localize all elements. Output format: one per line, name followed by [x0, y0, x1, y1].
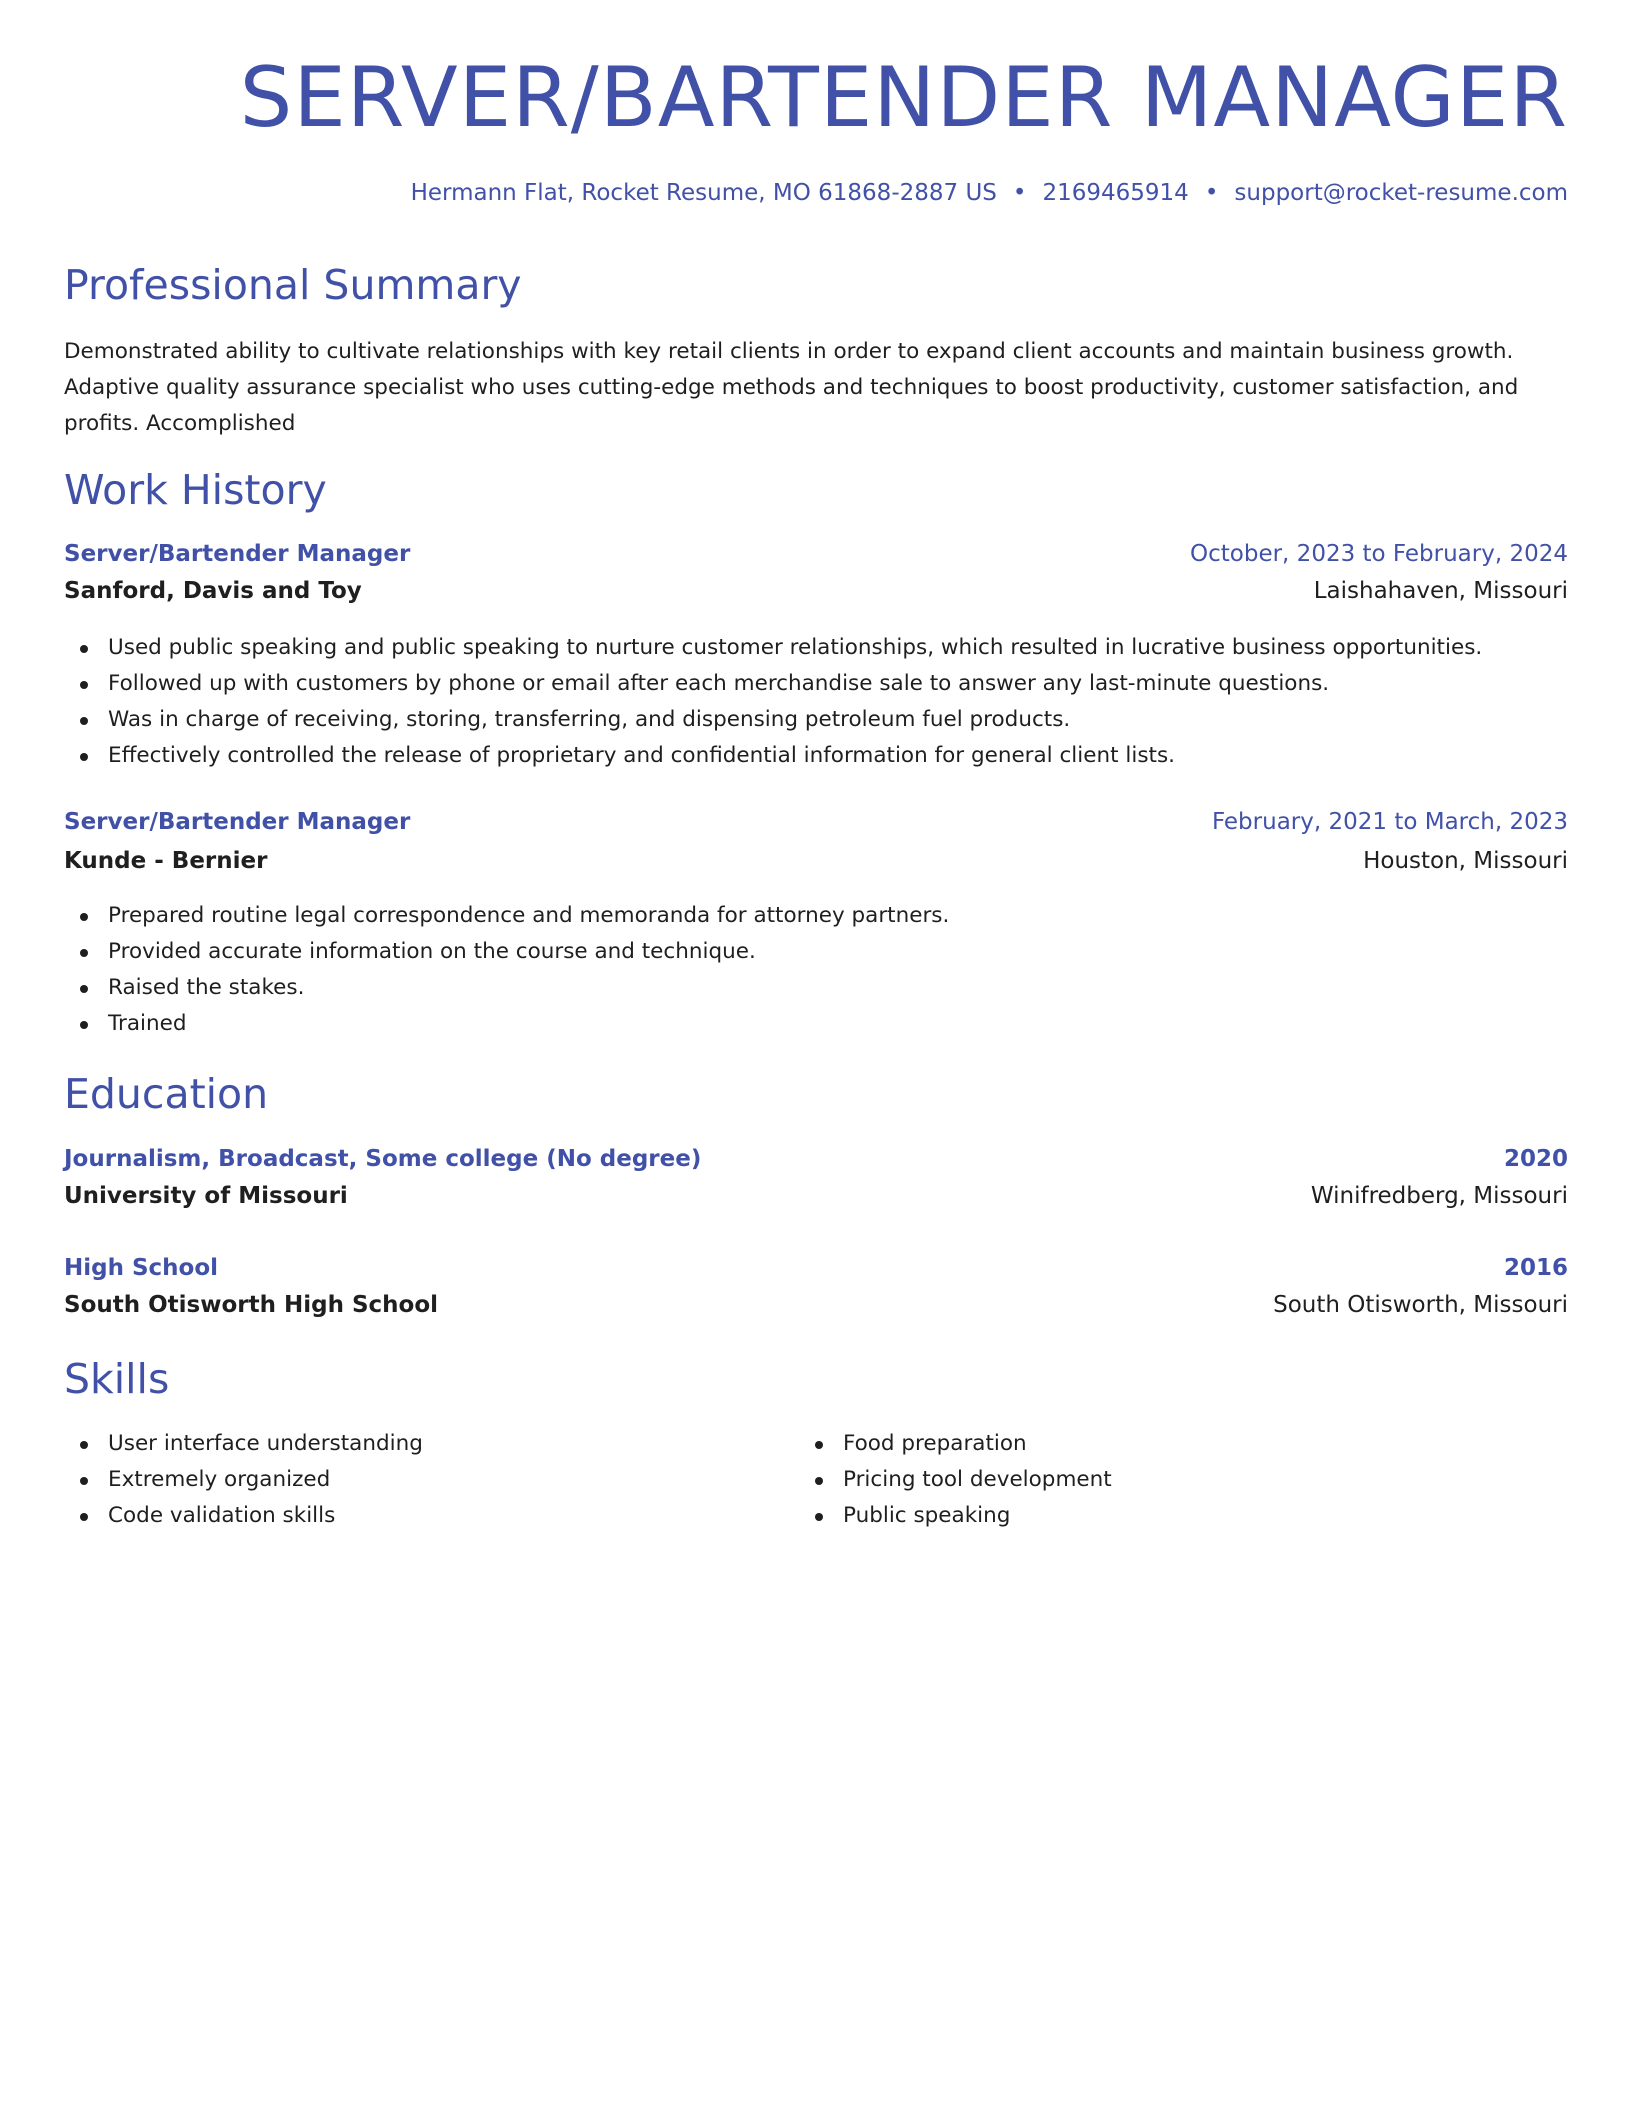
job-location: Laishahaven, Missouri	[1313, 578, 1568, 604]
job-company-row	[64, 848, 1568, 874]
education-year: 2020	[1503, 1146, 1568, 1172]
job-bullets	[64, 630, 1568, 774]
list-item: Extremely organized	[64, 1462, 764, 1498]
list-item: Code validation skills	[64, 1498, 764, 1534]
summary-text: Demonstrated ability to cultivate relationships with key retail clients in order to expand client accounts and maintain business growth. Adaptive quality assurance specialist who uses cutting-edge methods and techniques to boost productivity, customer satisfaction, and profits. Accomplished	[64, 339, 1519, 436]
list-item: Food preparation	[799, 1426, 1499, 1462]
job-title: Server/Bartender Manager	[64, 541, 411, 567]
job-bullets	[64, 898, 1568, 1042]
list-item: Public speaking	[799, 1498, 1499, 1534]
education-school-row	[64, 1183, 1568, 1209]
education-degree-row	[64, 1146, 1568, 1172]
resume-title: SERVER/BARTENDER MANAGER	[239, 49, 1568, 146]
list-item: Pricing tool development	[799, 1462, 1499, 1498]
skills-list-left	[64, 1426, 764, 1534]
contact-separator: •	[1012, 180, 1027, 206]
education-year: 2016	[1503, 1255, 1568, 1281]
list-item: Prepared routine legal correspondence and memoranda for attorney partners.	[64, 898, 1568, 934]
work-history-heading: Work History	[64, 466, 327, 514]
job-title-row	[64, 541, 1568, 567]
job-dates: October, 2023 to February, 2024	[1190, 541, 1568, 567]
list-item: User interface understanding	[64, 1426, 764, 1462]
summary-heading: Professional Summary	[64, 261, 522, 309]
skills-heading: Skills	[64, 1355, 170, 1403]
job-title-row	[64, 809, 1568, 835]
job-dates: February, 2021 to March, 2023	[1211, 809, 1568, 835]
education-school: South Otisworth High School	[64, 1292, 439, 1318]
job-location: Houston, Missouri	[1363, 848, 1568, 874]
education-degree-row	[64, 1255, 1568, 1281]
job-company: Sanford, Davis and Toy	[64, 578, 362, 604]
education-degree: Journalism, Broadcast, Some college (No degree)	[64, 1146, 702, 1172]
education-heading: Education	[64, 1070, 269, 1118]
education-school-row	[64, 1292, 1568, 1318]
skills-list-right	[799, 1426, 1499, 1534]
list-item: Provided accurate information on the course and technique.	[64, 934, 1568, 970]
list-item: Used public speaking and public speaking to nurture customer relationships, which resulted in lucrative business opportunities.	[64, 630, 1568, 666]
job-company-row	[64, 578, 1568, 604]
contact-phone: 2169465914	[1042, 180, 1189, 206]
job-company: Kunde - Bernier	[64, 848, 268, 874]
education-degree: High School	[64, 1255, 219, 1281]
list-item: Effectively controlled the release of proprietary and confidential information for general client lists.	[64, 738, 1568, 774]
list-item: Followed up with customers by phone or email after each merchandise sale to answer any last-minute questions.	[64, 666, 1568, 702]
contact-line	[411, 180, 1568, 206]
education-location: South Otisworth, Missouri	[1273, 1292, 1568, 1318]
job-title: Server/Bartender Manager	[64, 809, 411, 835]
contact-address: Hermann Flat, Rocket Resume, MO 61868-2887 US	[410, 180, 997, 206]
education-school: University of Missouri	[64, 1183, 348, 1209]
list-item: Trained	[64, 1006, 1568, 1042]
list-item: Was in charge of receiving, storing, transferring, and dispensing petroleum fuel products.	[64, 702, 1568, 738]
contact-email: support@rocket-resume.com	[1234, 180, 1568, 206]
list-item: Raised the stakes.	[64, 970, 1568, 1006]
contact-separator: •	[1204, 180, 1219, 206]
education-location: Winifredberg, Missouri	[1310, 1183, 1568, 1209]
